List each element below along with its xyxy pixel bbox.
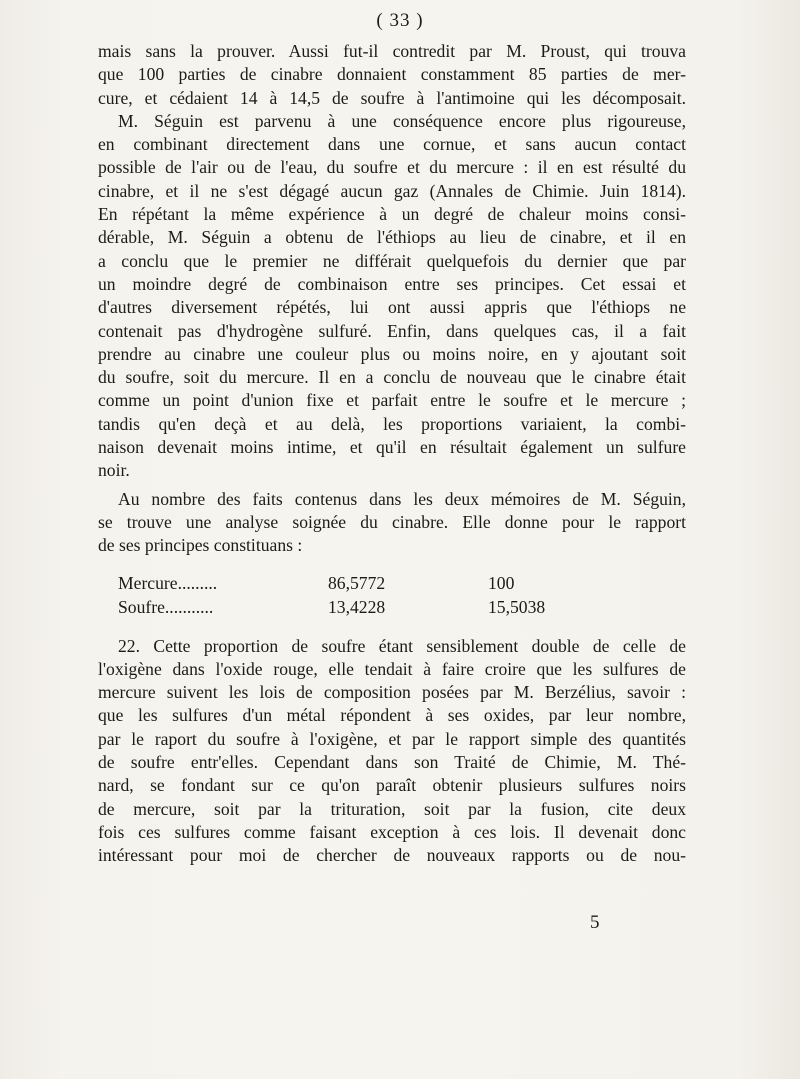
percent-value: 86,5772: [328, 572, 386, 593]
text-line: de ses principes constituans :: [98, 535, 303, 556]
text-line: que les sulfures d'un métal répondent à ses oxides, par leur nombre,: [98, 705, 686, 726]
text-line: M. Séguin est parvenu à une conséquence encore plus rigoureuse,: [118, 110, 686, 131]
text-line: intéressant pour moi de chercher de nouveaux rapports ou de nou-: [98, 845, 686, 866]
analysis-table: [98, 571, 686, 621]
text-line: comme un point d'union fixe et parfait entre le soufre et le mercure ;: [98, 390, 686, 411]
ratio-value: 15,5038: [488, 596, 546, 617]
text-line: naison devenait moins intime, et qu'il en résultait également un sulfure: [98, 437, 686, 458]
text-line: prendre au cinabre une couleur plus ou moins noire, en y ajoutant soit: [98, 343, 686, 364]
paragraph-3: [98, 488, 686, 558]
text-line: fois ces sulfures comme faisant exception à ces lois. Il devenait donc: [98, 821, 686, 842]
text-line: dérable, M. Séguin a obtenu de l'éthiops au lieu de cinabre, et il en: [98, 227, 686, 248]
text-line: que 100 parties de cinabre donnaient constamment 85 parties de mer-: [98, 64, 686, 85]
text-line: en combinant directement dans une cornue, et sans aucun contact: [98, 134, 686, 155]
text-line: d'autres diversement répétés, lui ont aussi appris que l'éthiops ne: [98, 297, 686, 318]
text-line: mais sans la prouver. Aussi fut-il contredit par M. Proust, qui trouva: [98, 41, 686, 61]
percent-value: 13,4228: [328, 596, 386, 617]
text-line: tandis qu'en deçà et au delà, les proportions variaient, la combi-: [98, 413, 686, 434]
text-line: de mercure, soit par la trituration, soit par la fusion, cite deux: [98, 798, 686, 819]
text-line: l'oxigène dans l'oxide rouge, elle tendait à faire croire que les sulfures de: [98, 658, 686, 679]
paragraph-4: [98, 635, 686, 868]
text-line: a conclu que le premier ne différait quelquefois du dernier que par: [98, 250, 686, 271]
text-line: de soufre entr'elles. Cependant dans son Traité de Chimie, M. Thé-: [98, 752, 686, 773]
text-line: contenait pas d'hydrogène sulfuré. Enfin, dans quelques cas, il a fait: [98, 320, 686, 341]
ratio-value: 100: [488, 572, 515, 593]
text-line: un moindre degré de combinaison entre ses principes. Cet essai et: [98, 273, 686, 294]
text-line: En répétant la même expérience à un degré de chaleur moins consi-: [98, 204, 686, 225]
paragraph-1: [98, 40, 686, 110]
element-name: Mercure.........: [118, 572, 218, 593]
text-line: du soufre, soit du mercure. Il en a conclu de nouveau que le cinabre était: [98, 367, 686, 388]
body-text: [98, 40, 686, 868]
element-name: Soufre...........: [118, 596, 214, 617]
text-line: par le raport du soufre à l'oxigène, et par le rapport simple des quantités: [98, 728, 686, 749]
text-line: se trouve une analyse soignée du cinabre. Elle donne pour le rapport: [98, 511, 686, 532]
text-line: nard, se fondant sur ce qu'on paraît obtenir plusieurs sulfures noirs: [98, 775, 686, 796]
page-number: ( 33 ): [376, 10, 424, 31]
paragraph-2: [98, 110, 686, 483]
table-row: [118, 595, 678, 619]
text-line: noir.: [98, 460, 130, 481]
text-line: cinabre, et il ne s'est dégagé aucun gaz (Annales de Chimie. Juin 1814).: [98, 180, 686, 201]
table-row: [118, 571, 678, 595]
text-line: cure, et cédaient 14 à 14,5 de soufre à l'antimoine qui les décomposait.: [98, 87, 686, 108]
signature-mark: 5: [590, 912, 600, 933]
text-line: 22. Cette proportion de soufre étant sensiblement double de celle de: [118, 635, 686, 656]
text-line: possible de l'air ou de l'eau, du soufre et du mercure : il en est résulté du: [98, 157, 686, 178]
text-line: Au nombre des faits contenus dans les deux mémoires de M. Séguin,: [118, 488, 686, 509]
text-line: mercure suivent les lois de composition posées par M. Berzélius, savoir :: [98, 682, 686, 703]
